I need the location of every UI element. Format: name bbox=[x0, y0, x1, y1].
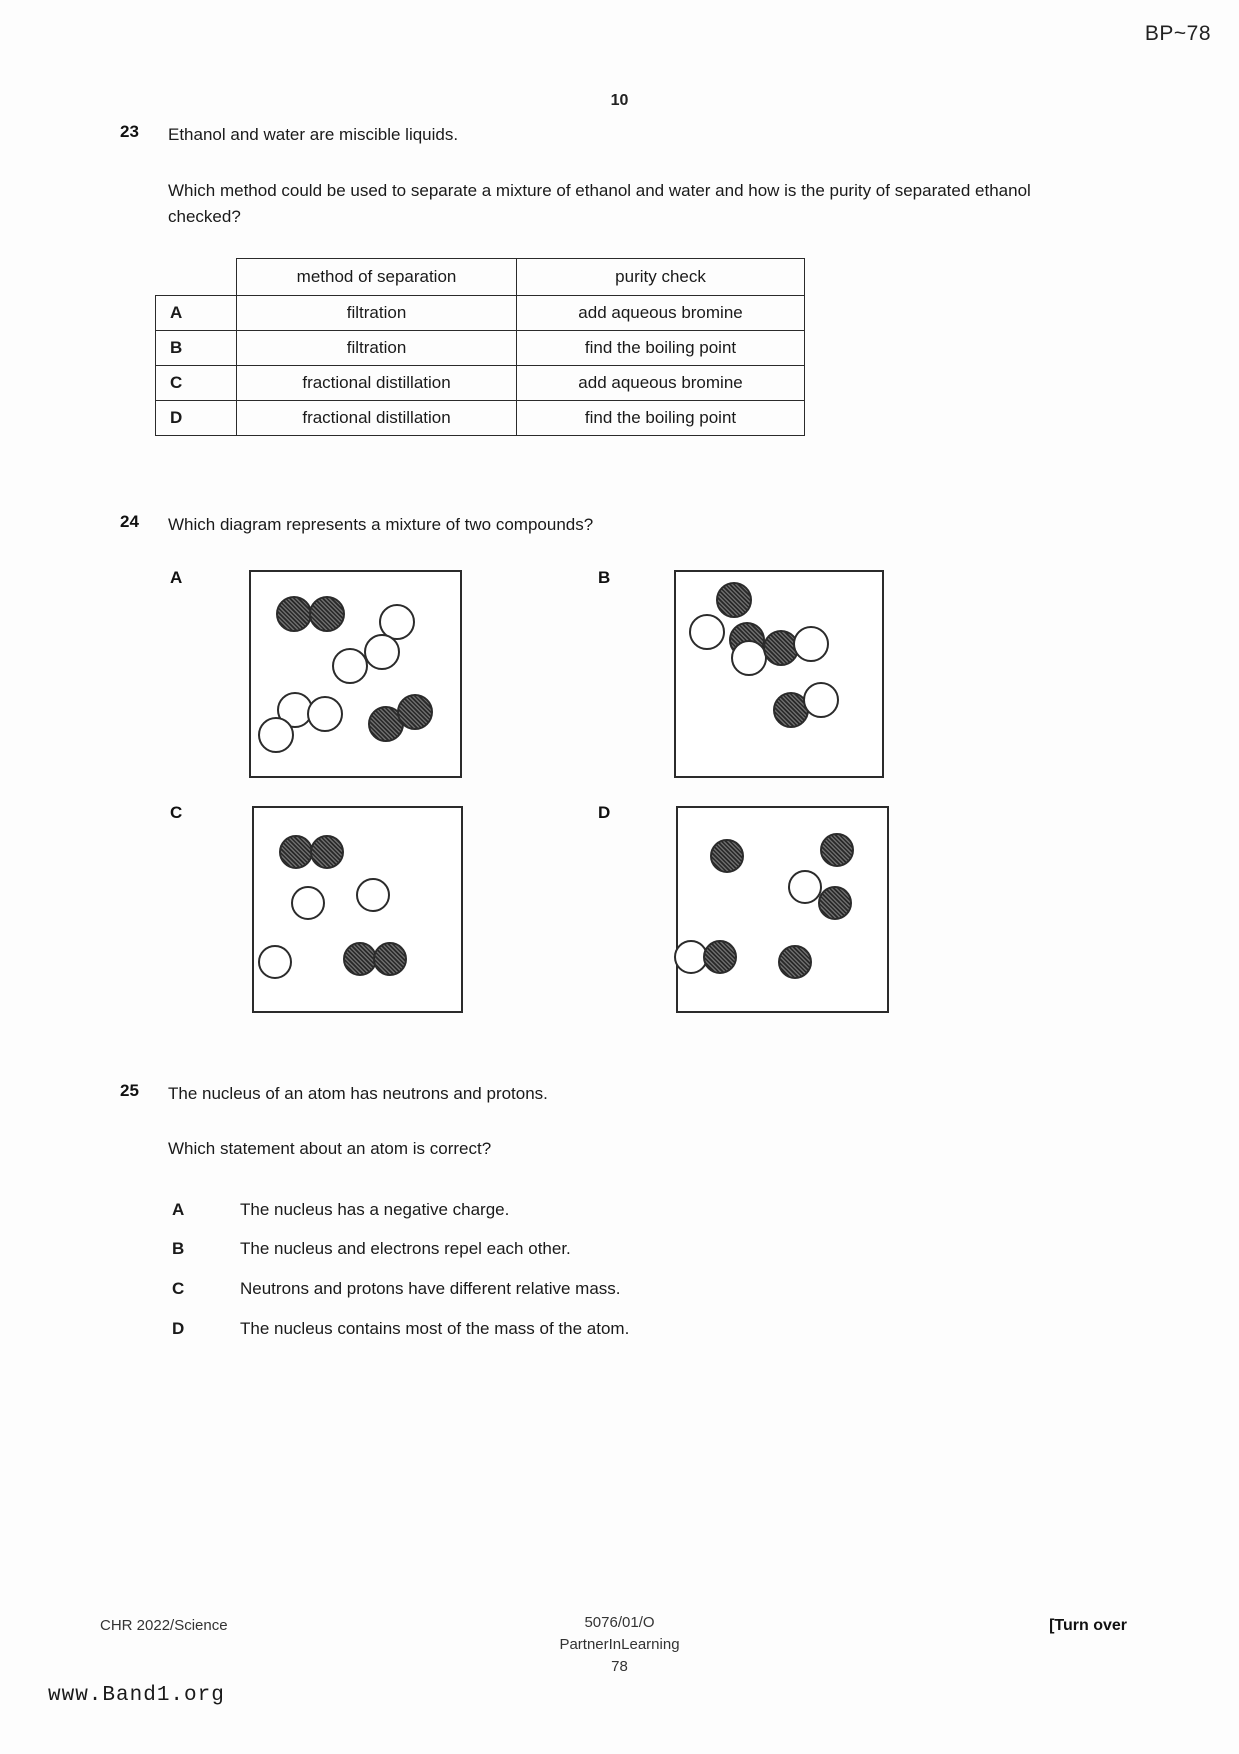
particle-filled bbox=[276, 596, 312, 632]
footer-paper-code: 5076/01/O bbox=[584, 1614, 655, 1631]
particle-filled bbox=[279, 835, 313, 869]
particle-open bbox=[291, 886, 325, 920]
option-text-b: The nucleus and electrons repel each other. bbox=[240, 1239, 571, 1258]
table-header-blank bbox=[156, 259, 237, 296]
particle-open bbox=[258, 945, 292, 979]
option-letter-c: C bbox=[172, 1279, 185, 1298]
question-number-25: 25 bbox=[120, 1081, 139, 1100]
option-purity: add aqueous bromine bbox=[517, 296, 805, 331]
diagram-box-b bbox=[674, 570, 884, 778]
question-number-23: 23 bbox=[120, 122, 139, 141]
table-row bbox=[156, 401, 805, 436]
option-text-a: The nucleus has a negative charge. bbox=[240, 1200, 510, 1219]
option-purity: find the boiling point bbox=[517, 401, 805, 436]
particle-open bbox=[258, 717, 294, 753]
particle-open bbox=[689, 614, 725, 650]
footer-exam-code: CHR 2022/Science bbox=[100, 1617, 228, 1634]
table-header-method: method of separation bbox=[237, 259, 517, 296]
particle-open bbox=[307, 696, 343, 732]
particle-filled bbox=[818, 886, 852, 920]
diagram-box-d bbox=[676, 806, 889, 1013]
question-23-stem: Ethanol and water are miscible liquids. bbox=[168, 125, 459, 144]
table-row bbox=[156, 331, 805, 366]
particle-filled bbox=[778, 945, 812, 979]
table-row bbox=[156, 296, 805, 331]
particle-filled bbox=[703, 940, 737, 974]
particle-open bbox=[731, 640, 767, 676]
option-purity: add aqueous bromine bbox=[517, 366, 805, 401]
particle-filled bbox=[309, 596, 345, 632]
question-23-options-table bbox=[155, 258, 805, 436]
question-24-stem: Which diagram represents a mixture of two compounds? bbox=[168, 515, 594, 534]
particle-open bbox=[793, 626, 829, 662]
option-method: filtration bbox=[237, 331, 517, 366]
option-text-c: Neutrons and protons have different relative mass. bbox=[240, 1279, 621, 1298]
option-method: filtration bbox=[237, 296, 517, 331]
question-25-stem: The nucleus of an atom has neutrons and protons. bbox=[168, 1084, 548, 1103]
particle-filled bbox=[343, 942, 377, 976]
particle-filled bbox=[373, 942, 407, 976]
particle-open bbox=[803, 682, 839, 718]
footer-source: PartnerInLearning bbox=[559, 1635, 680, 1653]
particle-filled bbox=[397, 694, 433, 730]
option-letter: A bbox=[156, 296, 237, 331]
question-25-sub: Which statement about an atom is correct? bbox=[168, 1139, 492, 1158]
option-method: fractional distillation bbox=[237, 366, 517, 401]
diagram-label-d: D bbox=[598, 803, 611, 822]
footer-page-index: 78 bbox=[611, 1657, 628, 1675]
particle-open bbox=[364, 634, 400, 670]
particle-open bbox=[356, 878, 390, 912]
question-number-24: 24 bbox=[120, 512, 139, 531]
diagram-box-c bbox=[252, 806, 463, 1013]
option-letter: C bbox=[156, 366, 237, 401]
footer-turn-over: [Turn over bbox=[1049, 1617, 1127, 1634]
option-method: fractional distillation bbox=[237, 401, 517, 436]
table-header-purity: purity check bbox=[517, 259, 805, 296]
watermark-url: www.Band1.org bbox=[48, 1684, 225, 1707]
table-row bbox=[156, 366, 805, 401]
diagram-label-a: A bbox=[170, 568, 183, 587]
particle-open bbox=[332, 648, 368, 684]
option-letter: D bbox=[156, 401, 237, 436]
diagram-label-b: B bbox=[598, 568, 611, 587]
question-23-sub: Which method could be used to separate a mixture of ethanol and water and how is the purity of separated ethanol checked? bbox=[168, 181, 1031, 226]
particle-filled bbox=[820, 833, 854, 867]
option-letter-a: A bbox=[172, 1200, 185, 1219]
diagram-box-a bbox=[249, 570, 462, 778]
particle-filled bbox=[716, 582, 752, 618]
option-text-d: The nucleus contains most of the mass of the atom. bbox=[240, 1319, 630, 1338]
booklet-code: BP~78 bbox=[1144, 22, 1211, 45]
option-letter-b: B bbox=[172, 1239, 185, 1258]
page-number: 10 bbox=[610, 92, 629, 109]
particle-filled bbox=[710, 839, 744, 873]
table-header-row bbox=[156, 259, 805, 296]
option-letter: B bbox=[156, 331, 237, 366]
option-letter-d: D bbox=[172, 1319, 185, 1338]
particle-open bbox=[788, 870, 822, 904]
diagram-label-c: C bbox=[170, 803, 183, 822]
option-purity: find the boiling point bbox=[517, 331, 805, 366]
particle-filled bbox=[310, 835, 344, 869]
